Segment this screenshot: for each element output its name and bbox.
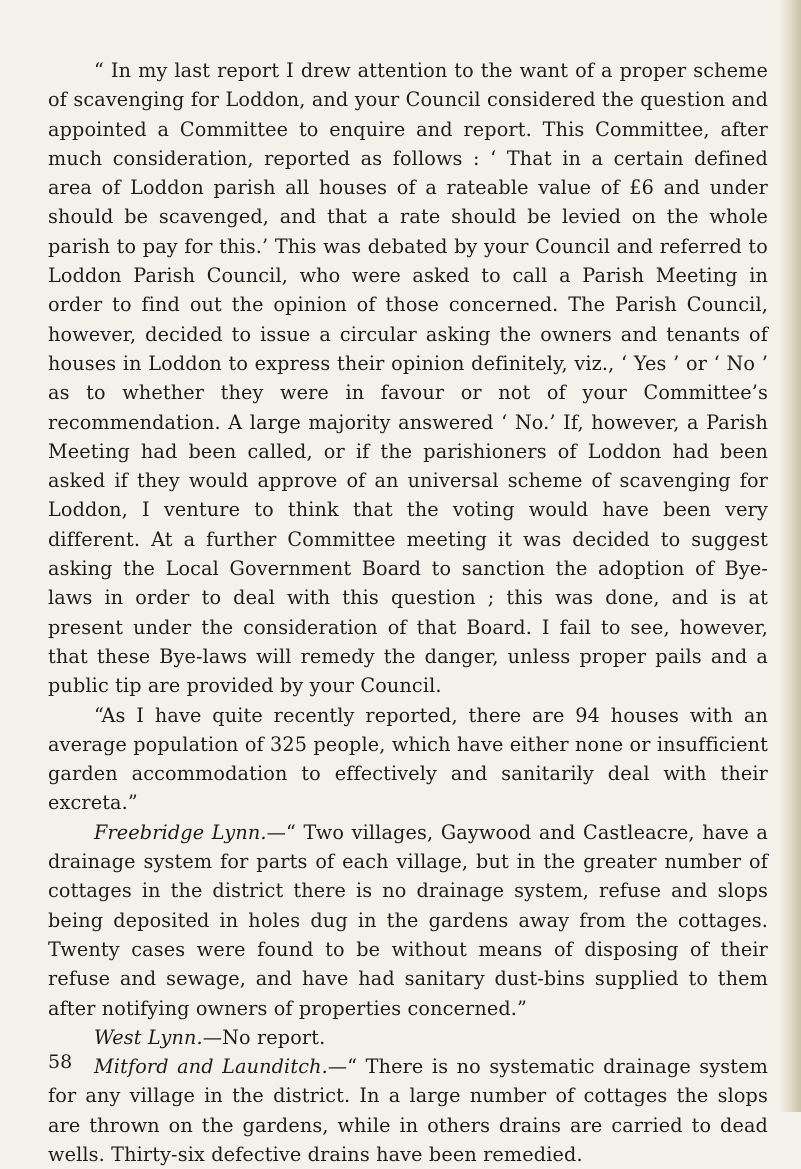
paragraph-mitford-launditch bbox=[48, 1052, 768, 1169]
paragraph-text: —“ Two villages, Gaywood and Castleacre, have a drainage system for parts of each village, but in the greater number of cottages in the district there is no drainage system, refuse and slops being deposited in holes dug in the gardens away from the cottages. Twenty cases were found to be without means of disposing of their refuse and sewage, and have had sanitary dust-bins supplied to them after notifying owners of properties concerned.” bbox=[48, 820, 768, 1020]
document-body bbox=[48, 56, 768, 1169]
paragraph-text: —“ There is no systematic drainage system for any village in the district. In a large number of cottages the slops are thrown on the gardens, while in others drains are carried to dead wells. Thirty-six defective drains have been remedied. bbox=[48, 1055, 768, 1166]
paragraph-west-lynn bbox=[48, 1023, 768, 1052]
paragraph-freebridge-lynn bbox=[48, 818, 768, 1023]
paragraph-text: —No report. bbox=[202, 1025, 326, 1049]
place-heading-west-lynn: West Lynn. bbox=[94, 1025, 203, 1049]
paragraph-text: “ In my last report I drew attention to the want of a proper scheme of scavenging for Loddon, and your Council considered the question and appointed a Committee to enquire and report. This Committee, after much consideration, reported as follows : ‘ That in a certain defined area of Loddon parish all houses of a rateable value of £6 and under should be scavenged, and that a rate should be levied on the whole parish to pay for this.’ This was debated by your Council and referred to Loddon Parish Council, who were asked to call a Parish Meeting in order to find out the opinion of those concerned. The Parish Council, however, decided to issue a circular asking the owners and tenants of houses in Loddon to express their opinion definitely, viz., ‘ Yes ’ or ‘ No ’ as to whether they were in favour or not of your Committee’s recommendation. A large majority answered ‘ No.’ If, however, a Parish Meeting had been called, or if the parishioners of Loddon had been asked if they would approve of an universal scheme of scavenging for Loddon, I venture to think that the voting would have been very different. At a further Committee meeting it was decided to suggest asking the Local Government Board to sanction the adoption of Bye-laws in order to deal with this question ; this was done, and is at present under the consideration of that Board. I fail to see, however, that these Bye-laws will remedy the danger, unless proper pails and a public tip are provided by your Council. bbox=[48, 59, 768, 698]
paragraph-loddon-scavenging bbox=[48, 56, 768, 701]
place-heading-mitford-launditch: Mitford and Launditch. bbox=[94, 1055, 328, 1079]
paragraph-houses-population bbox=[48, 701, 768, 818]
place-heading-freebridge-lynn: Freebridge Lynn. bbox=[94, 820, 267, 844]
page-edge-shadow bbox=[779, 0, 801, 1112]
paragraph-text: “As I have quite recently reported, there are 94 houses with an average population of 325 people, which have either none or insufficient garden accommodation to effectively and sanitarily deal with their excreta.” bbox=[48, 703, 768, 815]
page-number: 58 bbox=[48, 1051, 73, 1073]
